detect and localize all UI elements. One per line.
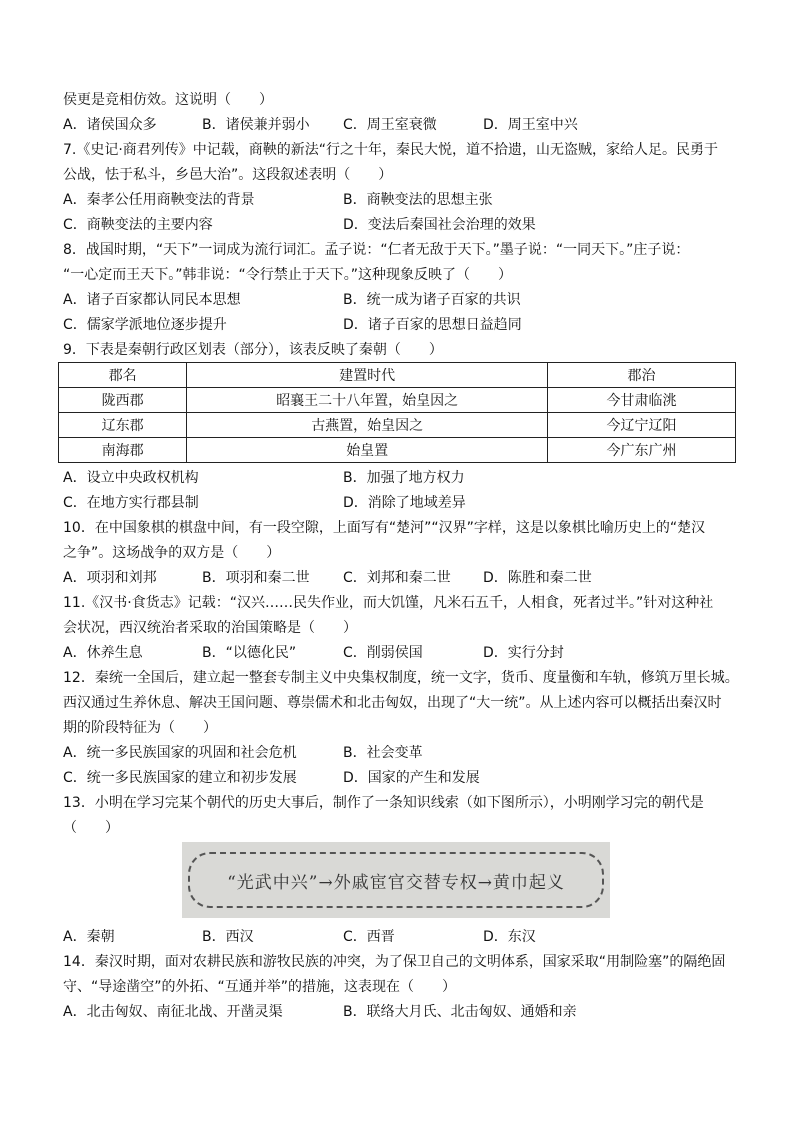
q7-option-c: C．商鞅变法的主要内容 xyxy=(63,217,213,233)
table-row xyxy=(59,438,736,463)
q7-option-b: B．商鞅变法的思想主张 xyxy=(343,192,493,208)
q12-stem-line2: 西汉通过生养休息、解决王国问题、尊崇儒术和北击匈奴，出现了“大一统”。从上述内容可以概括出秦汉时 xyxy=(63,695,722,711)
q10-stem-line1: 10．在中国象棋的棋盘中间，有一段空隙，上面写有“楚河”“汉界”字样，这是以象棋比喻历史上的“楚汉 xyxy=(63,520,706,536)
q13-option-b: B．西汉 xyxy=(202,929,254,945)
q8-option-d: D．诸子百家的思想日益趋同 xyxy=(343,317,522,333)
q11-option-a: A．休养生息 xyxy=(63,645,143,661)
table-cell: 今广东广州 xyxy=(548,438,736,463)
table-row xyxy=(59,388,736,413)
knowledge-clue-text: “光武中兴”→外戚宦官交替专权→黄巾起义 xyxy=(188,852,604,908)
table-cell: 辽东郡 xyxy=(59,413,187,438)
q13-option-c: C．西晋 xyxy=(343,929,395,945)
q10-option-a: A．项羽和刘邦 xyxy=(63,570,157,586)
table-cell: 古燕置，始皇因之 xyxy=(187,413,548,438)
q14-stem-line2: 守、“导途凿空”的外拓、“互通并举”的措施，这表现在（ ） xyxy=(63,979,457,995)
q11-stem-line2: 会状况，西汉统治者采取的治国策略是（ ） xyxy=(63,620,357,636)
q8-option-b: B．统一成为诸子百家的共识 xyxy=(343,292,521,308)
q9-option-c: C．在地方实行郡县制 xyxy=(63,495,199,511)
q6-option-c: C．周王室衰微 xyxy=(343,117,437,133)
table-cell: 今甘肃临洮 xyxy=(548,388,736,413)
q6-option-b: B．诸侯兼并弱小 xyxy=(202,117,310,133)
q13-stem-line2: （ ） xyxy=(63,820,119,836)
table-row xyxy=(59,413,736,438)
q9-stem: 9．下表是秦朝行政区划表（部分），该表反映了秦朝（ ） xyxy=(63,342,443,358)
q14-option-a: A．北击匈奴、南征北战、开凿灵渠 xyxy=(63,1004,283,1020)
q10-option-c: C．刘邦和秦二世 xyxy=(343,570,451,586)
table-header: 建置时代 xyxy=(187,363,548,388)
knowledge-clue-figure xyxy=(182,842,610,918)
q12-option-d: D．国家的产生和发展 xyxy=(343,770,480,786)
q9-option-d: D．消除了地域差异 xyxy=(343,495,466,511)
q6-stem-tail: 侯更是竞相仿效。这说明（ ） xyxy=(63,92,273,108)
q7-option-d: D．变法后秦国社会治理的效果 xyxy=(343,217,536,233)
q8-option-c: C．儒家学派地位逐步提升 xyxy=(63,317,227,333)
q11-stem-line1: 11.《汉书·食货志》记载：“汉兴……民失作业，而大饥馑，凡米石五千，人相食，死者过半。”针对这种社 xyxy=(63,595,714,611)
table-header: 郡名 xyxy=(59,363,187,388)
q13-stem-line1: 13．小明在学习完某个朝代的历史大事后，制作了一条知识线索（如下图所示），小明刚学习完的朝代是 xyxy=(63,795,704,811)
table-header-row xyxy=(59,363,736,388)
q8-stem-line1: 8．战国时期，“天下”一词成为流行词汇。孟子说：“仁者无敌于天下。”墨子说：“一同天下。”庄子说： xyxy=(63,242,690,258)
q10-stem-line2: 之争”。这场战争的双方是（ ） xyxy=(63,545,281,561)
table-cell: 今辽宁辽阳 xyxy=(548,413,736,438)
table-header: 郡治 xyxy=(548,363,736,388)
q10-option-d: D．陈胜和秦二世 xyxy=(483,570,592,586)
qin-admin-table xyxy=(58,362,736,463)
q7-stem-line2: 公战，怯于私斗，乡邑大治”。这段叙述表明（ ） xyxy=(63,167,393,183)
q13-option-a: A．秦朝 xyxy=(63,929,115,945)
q7-stem-line1: 7.《史记·商君列传》中记载，商鞅的新法“行之十年，秦民大悦，道不拾遗，山无盗贼，家给人足。民勇于 xyxy=(63,142,719,158)
q12-stem-line1: 12．秦统一全国后，建立起一整套专制主义中央集权制度，统一文字，货币、度量衡和车轨，修筑万里长城。 xyxy=(63,670,739,686)
q6-option-a: A．诸侯国众多 xyxy=(63,117,157,133)
q11-option-b: B．“以德化民” xyxy=(202,645,297,661)
q12-stem-line3: 期的阶段特征为（ ） xyxy=(63,720,217,736)
q11-option-c: C．削弱侯国 xyxy=(343,645,423,661)
q12-option-c: C．统一多民族国家的建立和初步发展 xyxy=(63,770,297,786)
q14-option-b: B．联络大月氏、北击匈奴、通婚和亲 xyxy=(343,1004,577,1020)
q14-stem-line1: 14．秦汉时期，面对农耕民族和游牧民族的冲突，为了保卫自己的文明体系，国家采取“用制险塞”的隔绝固 xyxy=(63,954,726,970)
q8-option-a: A．诸子百家都认同民本思想 xyxy=(63,292,241,308)
q9-option-a: A．设立中央政权机构 xyxy=(63,470,199,486)
q10-option-b: B．项羽和秦二世 xyxy=(202,570,310,586)
q11-option-d: D．实行分封 xyxy=(483,645,564,661)
table-cell: 昭襄王二十八年置，始皇因之 xyxy=(187,388,548,413)
table-cell: 南海郡 xyxy=(59,438,187,463)
q8-stem-line2: “一心定而王天下。”韩非说：“令行禁止于天下。”这种现象反映了（ ） xyxy=(63,267,513,283)
q6-option-d: D．周王室中兴 xyxy=(483,117,578,133)
q12-option-a: A．统一多民族国家的巩固和社会危机 xyxy=(63,745,297,761)
q7-option-a: A．秦孝公任用商鞅变法的背景 xyxy=(63,192,255,208)
table-cell: 陇西郡 xyxy=(59,388,187,413)
q12-option-b: B．社会变革 xyxy=(343,745,423,761)
q9-option-b: B．加强了地方权力 xyxy=(343,470,465,486)
q13-option-d: D．东汉 xyxy=(483,929,536,945)
table-cell: 始皇置 xyxy=(187,438,548,463)
